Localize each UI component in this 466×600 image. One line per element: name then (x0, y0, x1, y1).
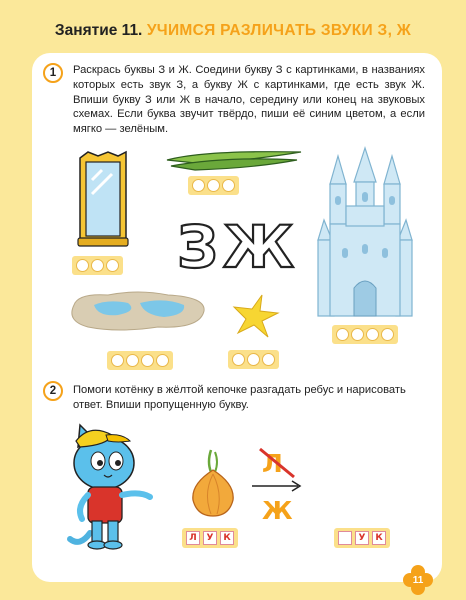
task1-number: 1 (49, 67, 57, 79)
word1-letter-1: Л (186, 531, 200, 545)
lesson-header (0, 22, 466, 40)
word-box-answer[interactable] (334, 528, 390, 548)
task1-number-badge (43, 63, 63, 83)
task2-number-badge (43, 381, 63, 401)
answer-drawing-area[interactable] (340, 449, 424, 529)
task2-number: 2 (49, 385, 57, 397)
lesson-number: Занятие 11. (54, 22, 143, 39)
letter-z: З (177, 213, 219, 281)
worksheet-card (32, 53, 442, 582)
lesson-title: УЧИМСЯ РАЗЛИЧАТЬ ЗВУКИ З, Ж (146, 22, 412, 39)
sound-scheme-puddle[interactable] (107, 351, 173, 370)
onion-bulb-picture (185, 448, 241, 520)
word2-letter-2: У (355, 531, 369, 545)
green-onion-picture[interactable] (165, 146, 303, 172)
strike-through-mark (258, 447, 298, 479)
task2-instructions: Помоги котёнку в жёлтой кепочке разгадать ребус и нарисовать ответ. Впиши пропущенную букву. (73, 384, 406, 411)
word2-letter-3: К (372, 531, 386, 545)
word2-missing-letter[interactable] (338, 531, 352, 545)
letter-zh: Ж (223, 213, 294, 281)
page-number: 11 (412, 574, 424, 586)
sound-scheme-star[interactable] (228, 350, 279, 369)
sound-scheme-castle[interactable] (332, 325, 398, 344)
mirror-picture[interactable] (72, 150, 134, 250)
castle-picture[interactable] (316, 148, 414, 320)
arrow-icon (250, 479, 304, 493)
word-box-luk (182, 528, 238, 548)
letters-z-zh[interactable] (175, 213, 294, 281)
rebus-letter-to: Ж (262, 496, 293, 525)
rebus-letter-from: Л (262, 449, 283, 478)
sound-scheme-onion[interactable] (188, 176, 239, 195)
task1-instructions: Раскрась буквы З и Ж. Соедини букву З с картинками, в названиях которых есть звук З, а букву Ж с картинками, где есть звук Ж. Впиши букву З или Ж в начало, середину или конец на звуковых схемах. Если буква звучит твёрдо, пиши её синим цветом, а если мягко — зелёным. (73, 64, 425, 136)
kitten-character (50, 421, 160, 551)
puddle-picture[interactable] (68, 291, 210, 333)
sound-scheme-mirror[interactable] (72, 256, 123, 275)
word1-letter-2: У (203, 531, 217, 545)
star-picture[interactable] (232, 293, 282, 339)
word1-letter-3: К (220, 531, 234, 545)
